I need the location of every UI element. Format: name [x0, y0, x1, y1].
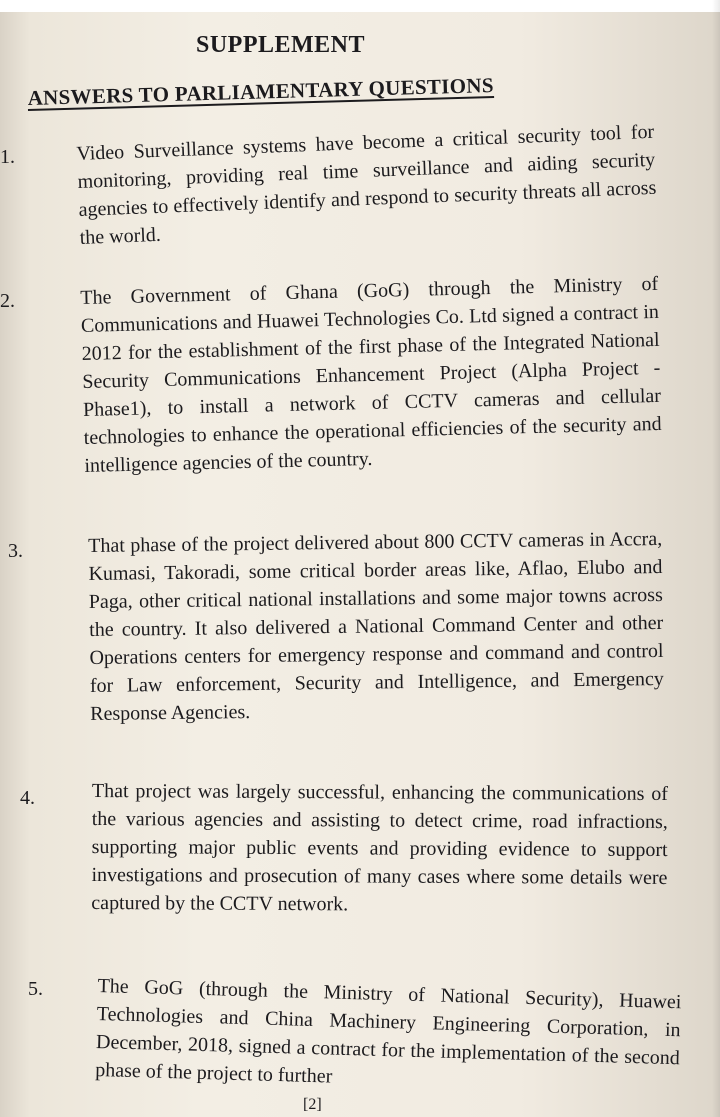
paragraph-number: 2. [0, 290, 15, 312]
document-title: SUPPLEMENT [196, 32, 366, 58]
paragraph-number: 1. [0, 146, 15, 168]
paragraph-text: The Government of Ghana (GoG) through the Ministry of Communications and Huawei Technologies Co. Ltd signed a contract in 2012 for the establishment of the first phase of the Integrated National Security Communications Enhancement Project (Alpha Project - Phase1), to install a network of CCTV cameras and cellular technologies to enhance the operational efficiencies of the security and intelligence agencies of the country. [80, 272, 662, 477]
page-number: [2] [303, 1096, 322, 1113]
paragraph-number: 5. [28, 978, 43, 1000]
paragraph-text: That project was largely successful, enhancing the communications of the various agencies and assisting to detect crime, road infractions, supporting major public events and providing evidence to support investigations and prosecution of many cases where some details were captured by the CCTV network. [91, 779, 668, 916]
page-top-edge [0, 0, 720, 12]
page-edge-shadow [712, 0, 720, 1117]
paragraph-number: 4. [20, 787, 35, 809]
paragraph-number: 3. [8, 540, 23, 562]
paragraph-text: The GoG (through the Ministry of National Security), Huawei Technologies and China Machinery Engineering Corporation, in December, 2018, signed a contract for the implementation of the second phase of the project to further [94, 974, 682, 1088]
paragraph-text: Video Surveillance systems have become a critical security tool for monitoring, providing real time surveillance and aiding security agencies to effectively identify and respond to security threats all across the world. [76, 120, 657, 249]
document-subtitle: ANSWERS TO PARLIAMENTARY QUESTIONS [27, 72, 495, 111]
paragraph-text: That phase of the project delivered about 800 CCTV cameras in Accra, Kumasi, Takoradi, some critical border areas like, Aflao, Elubo and Paga, other critical national installations and some major towns across the country. It also delivered a National Command Center and other Operations centers for emergency response and command and control for Law enforcement, Security and Intelligence, and Emergency Response Agencies. [88, 527, 664, 725]
